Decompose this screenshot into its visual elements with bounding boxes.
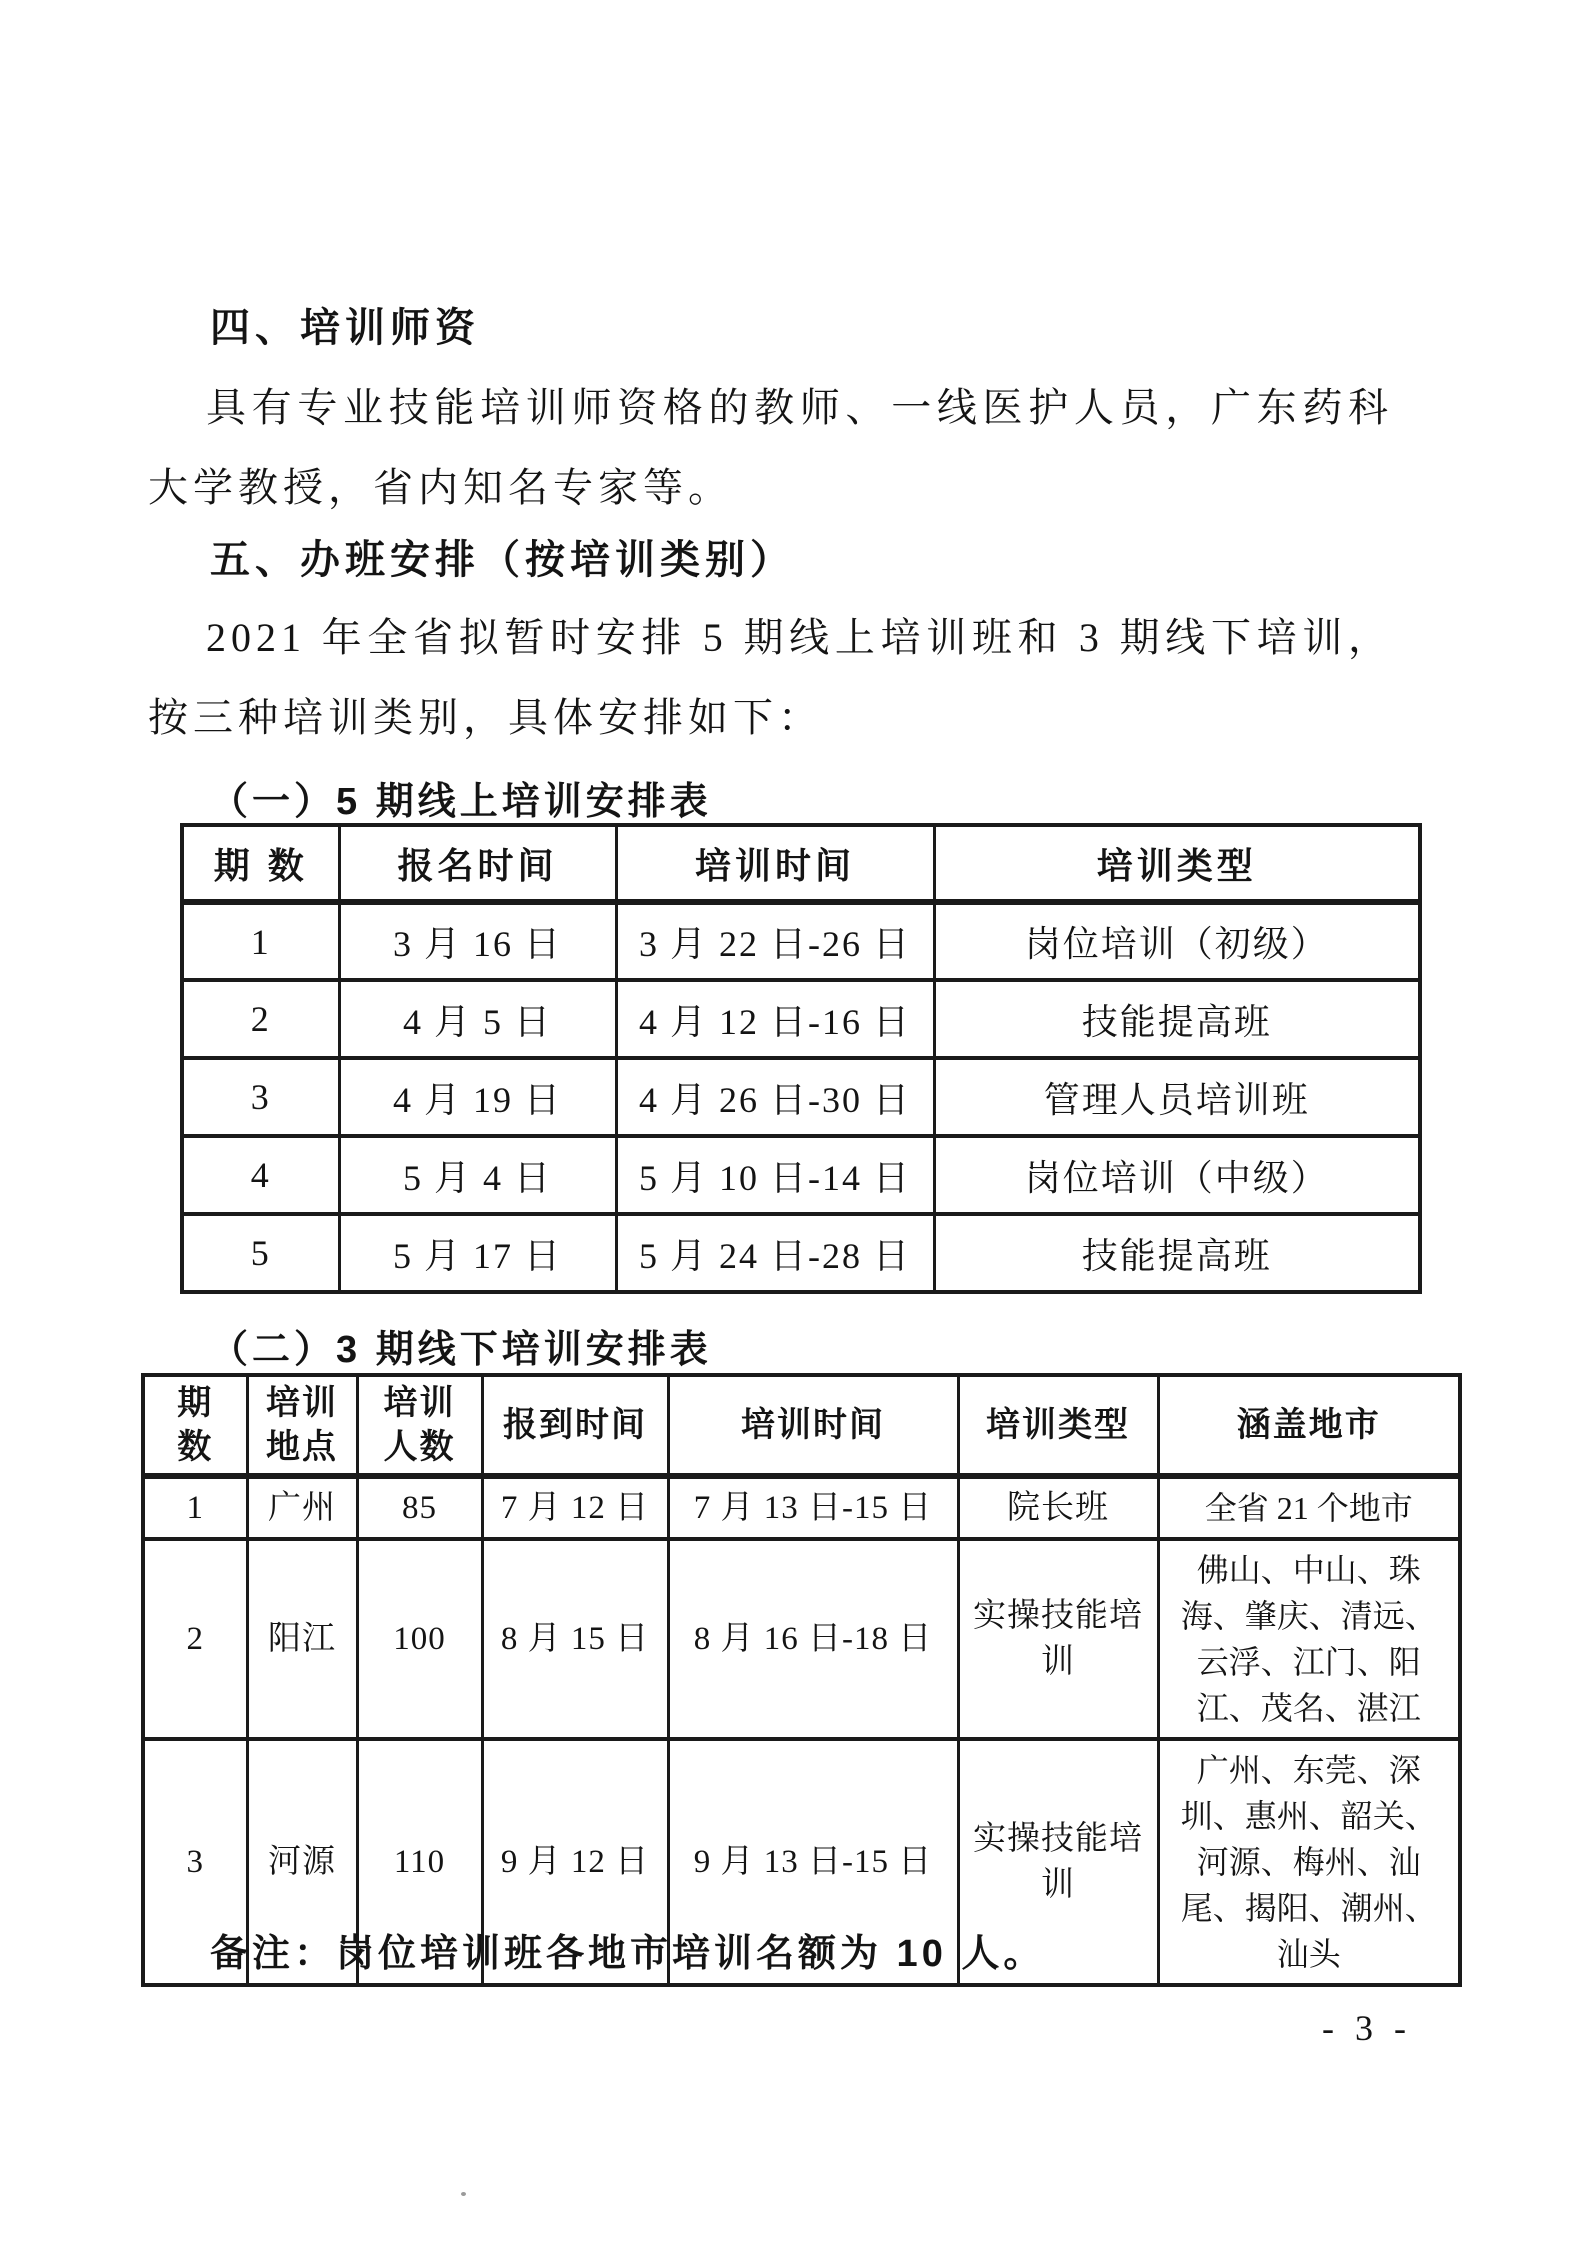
column-header: 培训时间 xyxy=(616,825,934,902)
table-cell: 5 月 10 日-14 日 xyxy=(616,1136,934,1214)
column-header: 期数 xyxy=(143,1375,247,1476)
table-cell: 2 xyxy=(182,980,339,1058)
table-cell: 4 月 19 日 xyxy=(339,1058,616,1136)
table-cell: 4 月 5 日 xyxy=(339,980,616,1058)
column-header: 期 数 xyxy=(182,825,339,902)
column-header: 培训地点 xyxy=(247,1375,357,1476)
table-row xyxy=(143,1539,1460,1739)
table-cell: 院长班 xyxy=(958,1476,1158,1539)
table-cell: 4 xyxy=(182,1136,339,1214)
column-header: 培训人数 xyxy=(357,1375,482,1476)
section-heading-arrangement: 五、办班安排（按培训类别） xyxy=(210,538,795,582)
table-cell: 9 月 13 日-15 日 xyxy=(668,1739,958,1985)
table-cell: 广州、东莞、深圳、惠州、韶关、河源、梅州、汕尾、揭阳、潮州、汕头 xyxy=(1158,1739,1460,1985)
table-cell: 广州 xyxy=(247,1476,357,1539)
table-cell: 3 月 16 日 xyxy=(339,902,616,980)
table2-header-row xyxy=(143,1375,1460,1476)
table-cell: 9 月 12 日 xyxy=(482,1739,668,1985)
table-row xyxy=(182,1058,1420,1136)
column-header: 涵盖地市 xyxy=(1158,1375,1460,1476)
column-header: 报名时间 xyxy=(339,825,616,902)
table-cell: 3 xyxy=(182,1058,339,1136)
table-cell: 岗位培训（中级） xyxy=(934,1136,1420,1214)
table-cell: 河源 xyxy=(247,1739,357,1985)
table-cell: 5 月 17 日 xyxy=(339,1214,616,1292)
table-cell: 技能提高班 xyxy=(934,980,1420,1058)
table-cell: 岗位培训（初级） xyxy=(934,902,1420,980)
remark-note: 备注：岗位培训班各地市培训名额为 10 人。 xyxy=(210,1933,1046,1975)
table-cell: 2 xyxy=(143,1539,247,1739)
section-heading-faculty: 四、培训师资 xyxy=(210,306,480,350)
table-cell: 5 月 24 日-28 日 xyxy=(616,1214,934,1292)
table1-title: （一）5 期线上培训安排表 xyxy=(210,781,712,823)
column-header: 培训类型 xyxy=(934,825,1420,902)
scan-artifact-dot xyxy=(461,2192,466,2196)
table-cell: 4 月 12 日-16 日 xyxy=(616,980,934,1058)
paragraph-arrangement: 2021 年全省拟暂时安排 5 期线上培训班和 3 期线下培训，按三种培训类别，具体安排如下： xyxy=(148,615,1393,740)
table-cell: 佛山、中山、珠海、肇庆、清远、云浮、江门、阳江、茂名、湛江 xyxy=(1158,1539,1460,1739)
table-cell: 3 xyxy=(143,1739,247,1985)
table-cell: 1 xyxy=(143,1476,247,1539)
table-cell: 100 xyxy=(357,1539,482,1739)
table-row xyxy=(182,902,1420,980)
table-cell: 7 月 12 日 xyxy=(482,1476,668,1539)
table-cell: 5 月 4 日 xyxy=(339,1136,616,1214)
table-cell: 技能提高班 xyxy=(934,1214,1420,1292)
table-cell: 实操技能培训 xyxy=(958,1539,1158,1739)
table-cell: 7 月 13 日-15 日 xyxy=(668,1476,958,1539)
table-row xyxy=(143,1476,1460,1539)
table-cell: 3 月 22 日-26 日 xyxy=(616,902,934,980)
table-cell: 8 月 15 日 xyxy=(482,1539,668,1739)
table-cell: 85 xyxy=(357,1476,482,1539)
table-cell: 实操技能培训 xyxy=(958,1739,1158,1985)
table1-header-row xyxy=(182,825,1420,902)
table-row xyxy=(182,1214,1420,1292)
online-training-table xyxy=(180,823,1422,1294)
paragraph-faculty: 具有专业技能培训师资格的教师、一线医护人员，广东药科大学教授，省内知名专家等。 xyxy=(148,385,1393,510)
table-row xyxy=(182,980,1420,1058)
table-cell: 5 xyxy=(182,1214,339,1292)
offline-training-table xyxy=(141,1373,1462,1987)
table-cell: 全省 21 个地市 xyxy=(1158,1476,1460,1539)
column-header: 报到时间 xyxy=(482,1375,668,1476)
table2-title: （二）3 期线下培训安排表 xyxy=(210,1329,712,1371)
table-cell: 1 xyxy=(182,902,339,980)
column-header: 培训类型 xyxy=(958,1375,1158,1476)
table-cell: 110 xyxy=(357,1739,482,1985)
table-cell: 8 月 16 日-18 日 xyxy=(668,1539,958,1739)
table-cell: 4 月 26 日-30 日 xyxy=(616,1058,934,1136)
table-cell: 阳江 xyxy=(247,1539,357,1739)
table-row xyxy=(182,1136,1420,1214)
table-cell: 管理人员培训班 xyxy=(934,1058,1420,1136)
column-header: 培训时间 xyxy=(668,1375,958,1476)
page-number: - 3 - xyxy=(1322,2008,1412,2048)
